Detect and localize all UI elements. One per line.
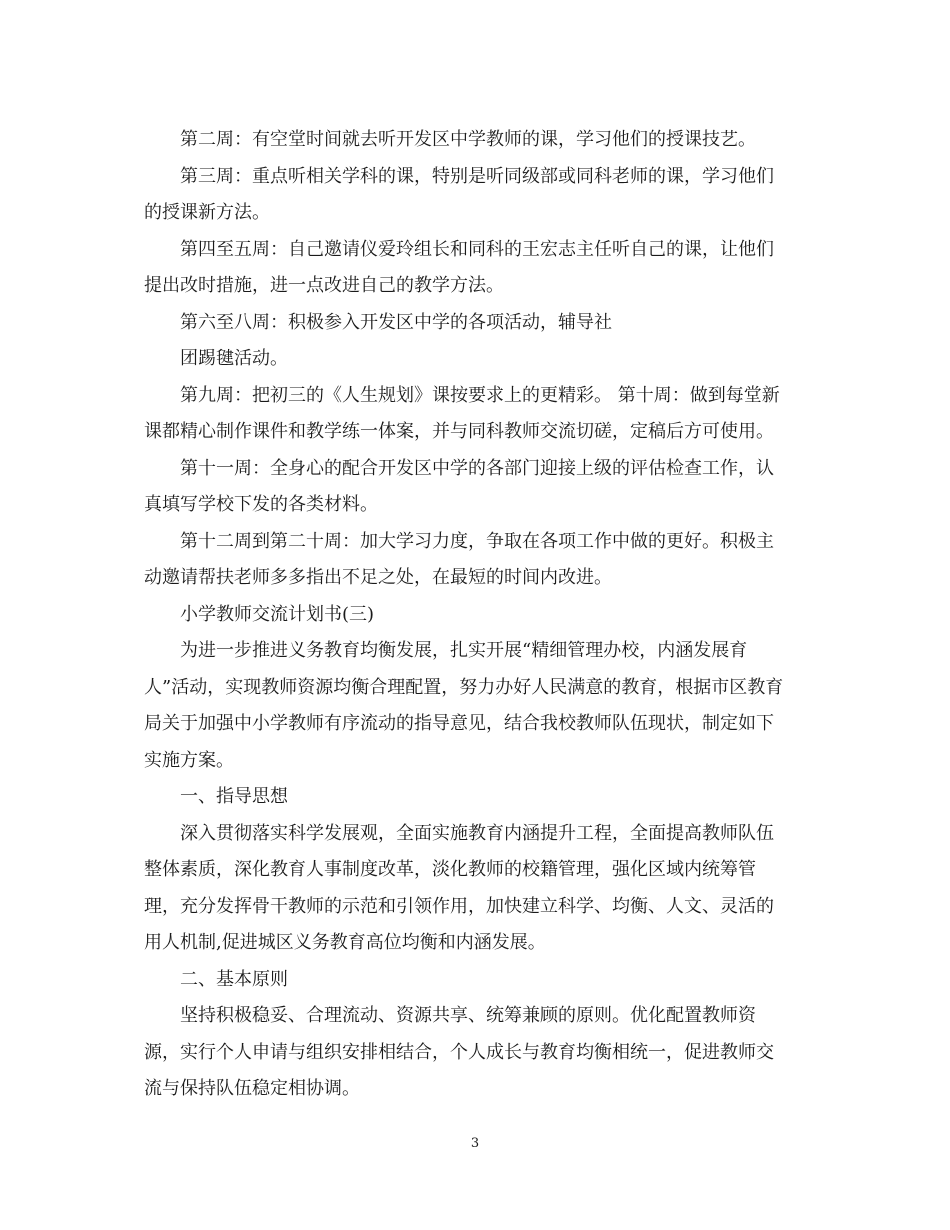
text-line: 整体素质，深化教育人事制度改革，淡化教师的校籍管理，强化区域内统筹管 [144, 859, 756, 880]
text-line: 团踢毽活动。 [180, 348, 288, 369]
text-line: 第四至五周：自己邀请仪爱玲组长和同科的王宏志主任听自己的课，让他们 [180, 238, 774, 260]
text-line: 二、基本原则 [180, 968, 288, 990]
text-line: 流与保持队伍稳定相协调。 [144, 1078, 360, 1099]
text-line: 第九周：把初三的《人生规划》课按要求上的更精彩。 第十周：做到每堂新 [180, 384, 780, 406]
text-line: 局关于加强中小学教师有序流动的指导意见，结合我校教师队伍现状，制定如下 [144, 713, 774, 734]
text-line: 的授课新方法。 [144, 202, 270, 223]
text-line: 理，充分发挥骨干教师的示范和引领作用，加快建立科学、均衡、人文、灵活的 [144, 895, 774, 917]
text-line: 真填写学校下发的各类材料。 [144, 494, 378, 515]
text-line: 第三周：重点听相关学科的课，特别是听同级部或同科老师的课，学习他们 [180, 165, 774, 187]
text-line: 坚持积极稳妥、合理流动、资源共享、统筹兼顾的原则。优化配置教师资 [180, 1005, 756, 1026]
text-line: 深入贯彻落实科学发展观，全面实施教育内涵提升工程，全面提高教师队伍 [180, 822, 774, 844]
text-line: 源，实行个人申请与组织安排相结合，个人成长与教育均衡相统一，促进教师交 [144, 1041, 774, 1063]
page-number: 3 [470, 1136, 480, 1151]
text-line: 为进一步推进义务教育均衡发展，扎实开展“精细管理办校，内涵发展育 [180, 640, 748, 661]
text-line: 提出改时措施，进一点改进自己的教学方法。 [144, 275, 504, 296]
text-line: 第十二周到第二十周：加大学习力度，争取在各项工作中做的更好。积极主 [180, 530, 774, 552]
text-line: 第六至八周：积极参入开发区中学的各项活动，辅导社 [180, 311, 612, 333]
text-line: 动邀请帮扶老师多多指出不足之处，在最短的时间内改进。 [144, 567, 612, 588]
text-line: 小学教师交流计划书(三) [180, 603, 375, 625]
text-line: 用人机制,促进城区义务教育高位均衡和内涵发展。 [144, 932, 546, 953]
text-line: 实施方案。 [144, 749, 234, 771]
text-line: 第二周：有空堂时间就去听开发区中学教师的课，学习他们的授课技艺。 [180, 129, 756, 150]
text-line: 一、指导思想 [180, 786, 288, 807]
text-line: 第十一周：全身心的配合开发区中学的各部门迎接上级的评估检查工作，认 [180, 457, 774, 479]
document-body [144, 122, 804, 1108]
text-line: 人”活动，实现教师资源均衡合理配置，努力办好人民满意的教育，根据市区教育 [144, 676, 784, 698]
text-line: 课都精心制作课件和教学练一体案，并与同科教师交流切磋，定稿后方可使用。 [144, 421, 774, 442]
